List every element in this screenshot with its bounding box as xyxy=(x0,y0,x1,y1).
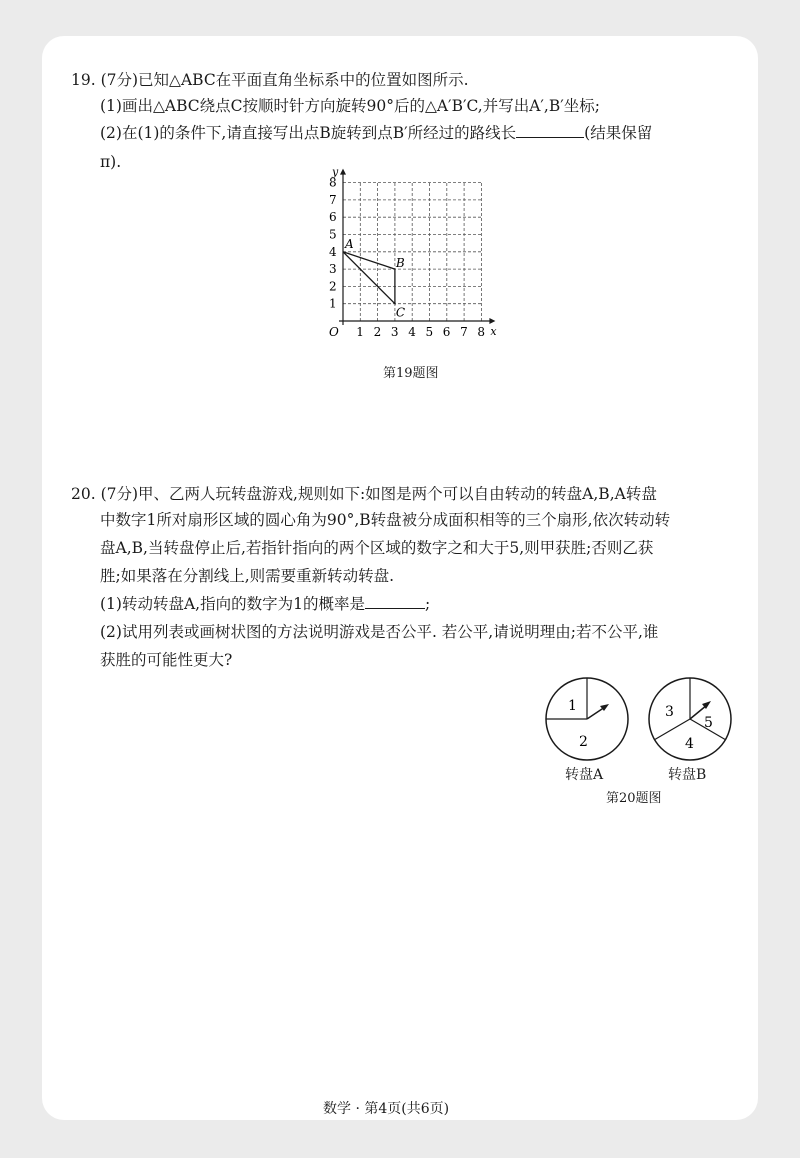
y-axis-label: y xyxy=(332,165,339,179)
q19-part2-text: (2)在(1)的条件下,请直接写出点B旋转到点B′所经过的路线长 xyxy=(100,124,517,142)
q19-part2-note: (结果保留 xyxy=(584,124,653,142)
x-tick-label: 2 xyxy=(373,325,382,339)
point-a-label: A xyxy=(345,236,354,251)
x-axis-arrow xyxy=(489,318,495,324)
x-tick-label: 7 xyxy=(460,325,468,339)
spinner-b xyxy=(645,674,735,764)
y-tick-label: 8 xyxy=(329,175,337,190)
x-tick-label: 4 xyxy=(408,325,416,339)
q20-part1-text: (1)转动转盘A,指向的数字为1的概率是 xyxy=(100,595,365,613)
spinner-a-sector-1: 1 xyxy=(568,698,577,714)
spinner-a-label: 转盘A xyxy=(565,767,604,783)
spinner-b-sector-3: 3 xyxy=(665,704,674,720)
y-tick-label: 6 xyxy=(329,210,337,225)
y-tick-label: 2 xyxy=(329,279,337,294)
q19-part2-end: π). xyxy=(100,153,122,171)
q19-axes xyxy=(339,169,495,325)
q19-header: 19. (7分)已知△ABC在平面直角坐标系中的位置如图所示. xyxy=(71,71,469,89)
q20-answer-blank[interactable] xyxy=(365,594,425,609)
x-tick-label: 1 xyxy=(356,325,364,339)
x-tick-label: 5 xyxy=(425,325,434,339)
spinner-b-label: 转盘B xyxy=(668,767,707,783)
q19-part2 xyxy=(100,123,652,143)
q20-line4: 胜;如果落在分割线上,则需要重新转动转盘. xyxy=(100,567,395,585)
q19-caption: 第19题图 xyxy=(383,366,439,381)
x-tick-label: 3 xyxy=(390,325,399,339)
q20-part2-line2: 获胜的可能性更大? xyxy=(100,651,233,669)
point-b-label: B xyxy=(395,256,405,271)
q20-line1: 20. (7分)甲、乙两人玩转盘游戏,规则如下:如图是两个可以自由转动的转盘A,B,A转盘 xyxy=(71,485,657,503)
x-tick-label: 8 xyxy=(477,325,486,339)
spinner-a xyxy=(542,674,632,764)
y-tick-label: 4 xyxy=(329,244,337,259)
y-tick-label: 3 xyxy=(329,262,337,277)
q20-caption: 第20题图 xyxy=(606,791,662,806)
x-axis-label: x xyxy=(490,325,497,338)
q19-tick-labels xyxy=(329,166,497,339)
page-footer: 数学 · 第4页(共6页) xyxy=(323,1101,450,1117)
y-tick-label: 7 xyxy=(329,192,337,207)
q20-line2: 中数字1所对扇形区域的圆心角为90°,B转盘被分成面积相等的三个扇形,依次转动转 xyxy=(100,511,671,529)
q19-part1: (1)画出△ABC绕点C按顺时针方向旋转90°后的△A′B′C,并写出A′,B′坐标; xyxy=(100,97,600,115)
spinner-b-sector-4: 4 xyxy=(685,736,694,752)
q20-line3: 盘A,B,当转盘停止后,若指针指向的两个区域的数字之和大于5,则甲获胜;否则乙获 xyxy=(100,539,654,557)
q19-triangle-abc xyxy=(343,237,405,320)
spinner-a-sector-2: 2 xyxy=(579,734,588,750)
triangle-abc xyxy=(343,252,395,304)
q20-part1-end: ; xyxy=(424,595,431,613)
y-tick-label: 5 xyxy=(329,227,337,242)
origin-label: O xyxy=(329,325,339,339)
q19-answer-blank[interactable] xyxy=(516,123,584,138)
q20-part1 xyxy=(100,594,430,614)
q20-part2-line1: (2)试用列表或画树状图的方法说明游戏是否公平. 若公平,请说明理由;若不公平,谁 xyxy=(100,623,659,641)
y-tick-label: 1 xyxy=(329,296,337,311)
x-tick-label: 6 xyxy=(442,325,451,339)
q19-coordinate-figure xyxy=(322,165,508,356)
point-c-label: C xyxy=(395,305,406,320)
q19-grid xyxy=(343,183,481,321)
spinner-b-sector-5: 5 xyxy=(704,715,713,731)
